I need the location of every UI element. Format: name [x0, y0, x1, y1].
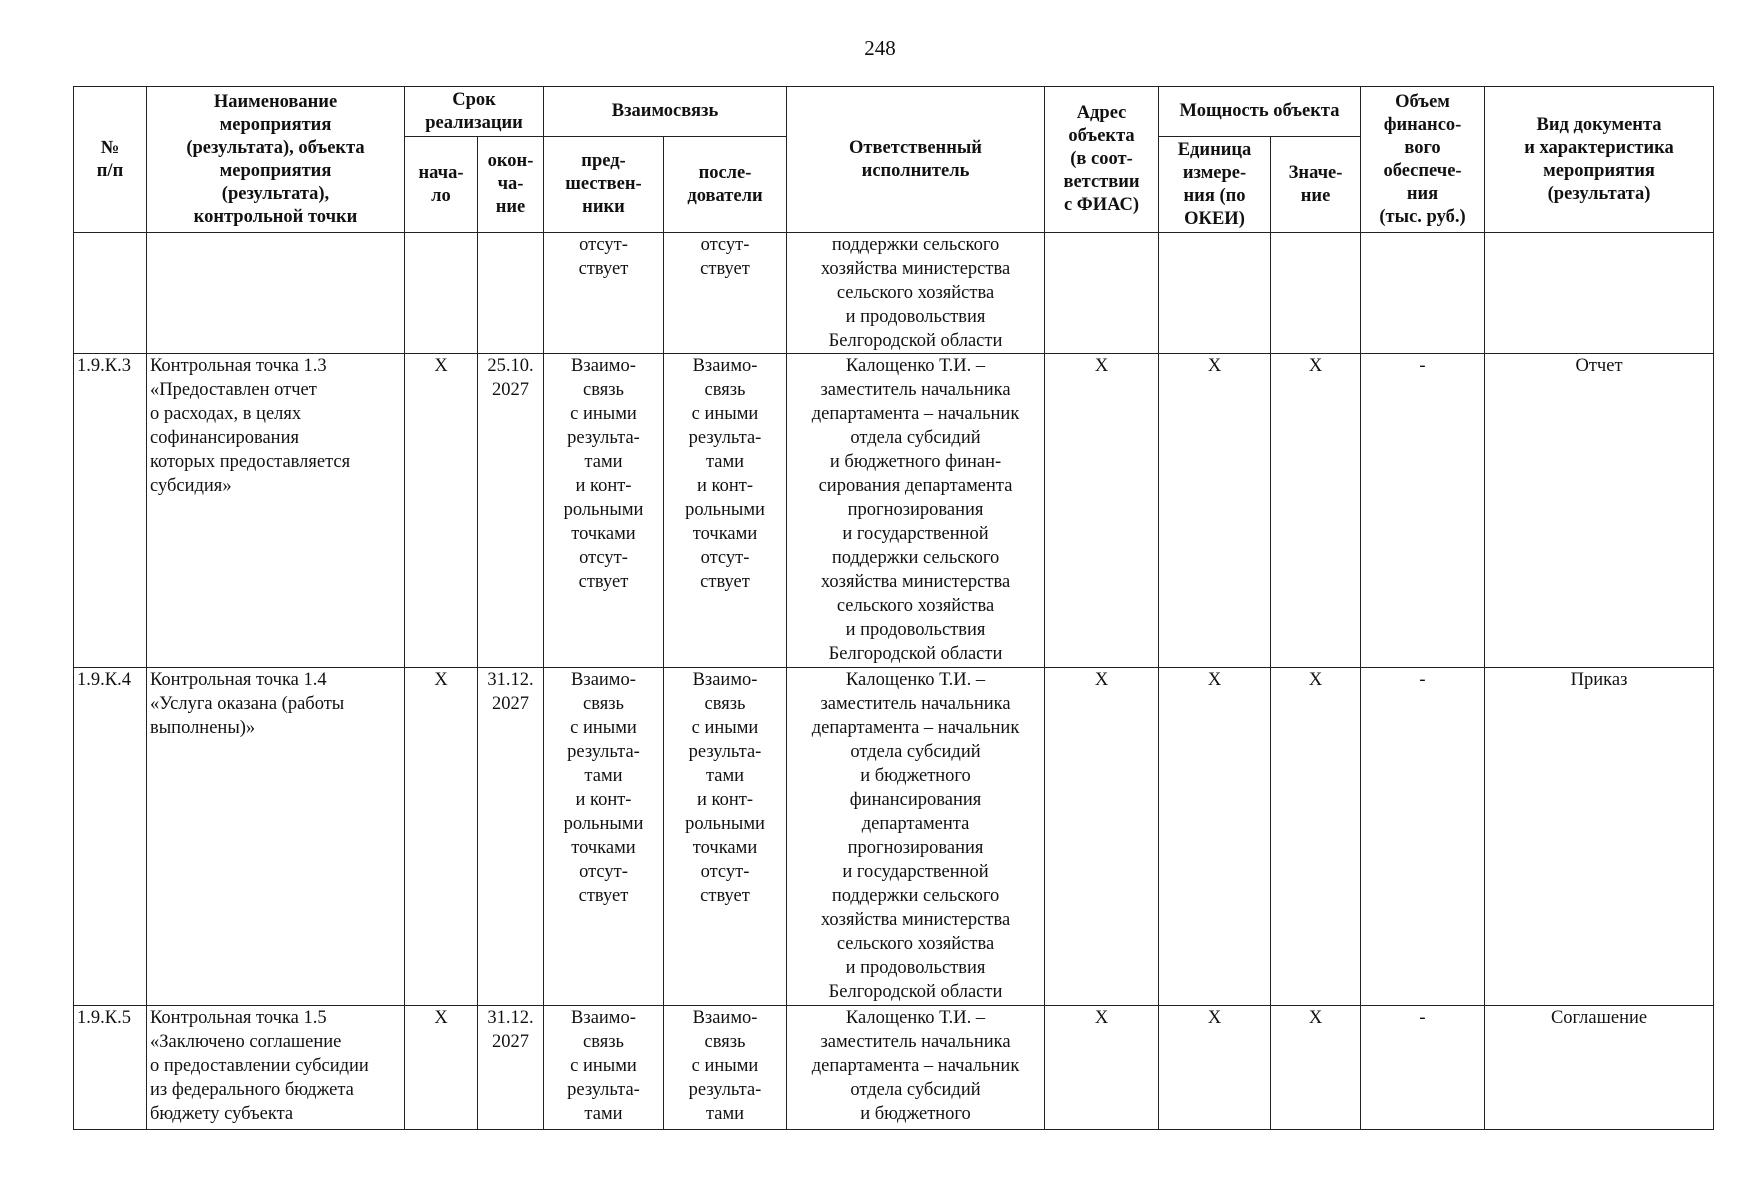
header-link-next: после- дователи	[664, 137, 787, 233]
cell-value: X	[1271, 668, 1361, 1006]
cell-executor: Калощенко Т.И. – заместитель начальника департамента – начальник отдела субсидий и бюджетного	[787, 1006, 1045, 1130]
table-header-row	[74, 87, 1714, 137]
cell-unit: X	[1159, 668, 1271, 1006]
cell-next: Взаимо- связь с иными результа- тами	[664, 1006, 787, 1130]
header-term: Срок реализации	[405, 87, 544, 137]
cell-next: Взаимо- связь с иными результа- тами и конт- рольными точками отсут- ствует	[664, 668, 787, 1006]
header-link-prev: пред- шествен- ники	[544, 137, 664, 233]
page-number: 248	[864, 36, 896, 60]
header-executor: Ответственный исполнитель	[787, 87, 1045, 233]
header-doc-type: Вид документа и характеристика мероприятия (результата)	[1485, 87, 1714, 233]
cell-finance: -	[1361, 1006, 1485, 1130]
cell-address	[1045, 233, 1159, 354]
cell-value: X	[1271, 354, 1361, 668]
cell-doc: Отчет	[1485, 354, 1714, 668]
cell-start: X	[405, 668, 478, 1006]
table-row	[74, 1006, 1714, 1130]
cell-name	[147, 233, 405, 354]
cell-address: X	[1045, 354, 1159, 668]
table-row	[74, 354, 1714, 668]
cell-unit	[1159, 233, 1271, 354]
header-term-end: окон- ча- ние	[478, 137, 544, 233]
cell-address: X	[1045, 668, 1159, 1006]
header-name: Наименование мероприятия (результата), объекта мероприятия (результата), контрольной точки	[147, 87, 405, 233]
cell-start	[405, 233, 478, 354]
header-finance: Объем финансо- вого обеспече- ния (тыс. руб.)	[1361, 87, 1485, 233]
cell-executor: Калощенко Т.И. – заместитель начальника департамента – начальник отдела субсидий и бюджетного финансирования департамента прогнозирования и государственной поддержки сельского хозяйства министерства сельского хозяйства и продовольствия Белгородской области	[787, 668, 1045, 1006]
cell-next: Взаимо- связь с иными результа- тами и конт- рольными точками отсут- ствует	[664, 354, 787, 668]
cell-prev: Взаимо- связь с иными результа- тами	[544, 1006, 664, 1130]
cell-unit: X	[1159, 354, 1271, 668]
activities-table	[73, 86, 1714, 1130]
cell-address: X	[1045, 1006, 1159, 1130]
cell-next: отсут- ствует	[664, 233, 787, 354]
cell-name: Контрольная точка 1.4 «Услуга оказана (работы выполнены)»	[147, 668, 405, 1006]
cell-doc	[1485, 233, 1714, 354]
table-row	[74, 233, 1714, 354]
header-cap-value: Значе- ние	[1271, 137, 1361, 233]
cell-prev: отсут- ствует	[544, 233, 664, 354]
header-cap-unit: Единица измере- ния (по ОКЕИ)	[1159, 137, 1271, 233]
cell-value	[1271, 233, 1361, 354]
cell-end	[478, 233, 544, 354]
cell-prev: Взаимо- связь с иными результа- тами и конт- рольными точками отсут- ствует	[544, 668, 664, 1006]
header-link: Взаимосвязь	[544, 87, 787, 137]
cell-doc: Соглашение	[1485, 1006, 1714, 1130]
cell-name: Контрольная точка 1.3 «Предоставлен отчет о расходах, в целях софинансирования которых предоставляется субсидия»	[147, 354, 405, 668]
cell-end: 31.12. 2027	[478, 668, 544, 1006]
cell-name: Контрольная точка 1.5 «Заключено соглашение о предоставлении субсидии из федерального бюджета бюджету субъекта	[147, 1006, 405, 1130]
cell-finance	[1361, 233, 1485, 354]
cell-executor: Калощенко Т.И. – заместитель начальника департамента – начальник отдела субсидий и бюджетного финан- сирования департамента прогнозирования и государственной поддержки сельского хозяйства министерства сельского хозяйства и продовольствия Белгородской области	[787, 354, 1045, 668]
header-capacity: Мощность объекта	[1159, 87, 1361, 137]
cell-prev: Взаимо- связь с иными результа- тами и конт- рольными точками отсут- ствует	[544, 354, 664, 668]
cell-value: X	[1271, 1006, 1361, 1130]
cell-start: X	[405, 354, 478, 668]
cell-start: X	[405, 1006, 478, 1130]
cell-doc: Приказ	[1485, 668, 1714, 1006]
cell-unit: X	[1159, 1006, 1271, 1130]
cell-end: 31.12. 2027	[478, 1006, 544, 1130]
table-row	[74, 668, 1714, 1006]
cell-num: 1.9.К.3	[74, 354, 147, 668]
cell-finance: -	[1361, 354, 1485, 668]
cell-executor: поддержки сельского хозяйства министерства сельского хозяйства и продовольствия Белгородской области	[787, 233, 1045, 354]
cell-finance: -	[1361, 668, 1485, 1006]
cell-end: 25.10. 2027	[478, 354, 544, 668]
header-address: Адрес объекта (в соот- ветствии с ФИАС)	[1045, 87, 1159, 233]
header-num: № п/п	[74, 87, 147, 233]
cell-num: 1.9.К.5	[74, 1006, 147, 1130]
cell-num	[74, 233, 147, 354]
cell-num: 1.9.К.4	[74, 668, 147, 1006]
header-term-start: нача- ло	[405, 137, 478, 233]
